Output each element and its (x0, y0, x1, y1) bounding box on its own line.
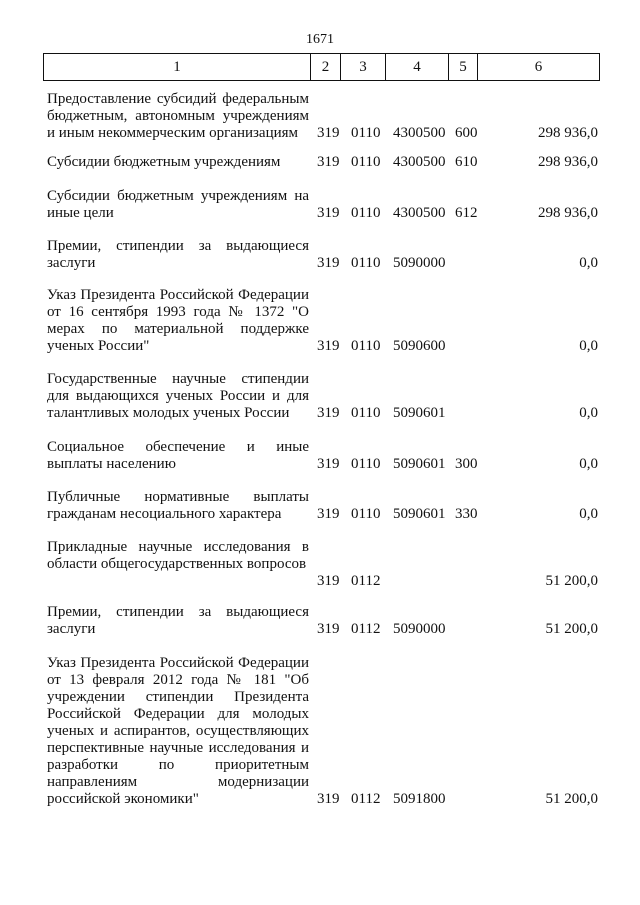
row-description: Указ Президента Российской Федерации от 16 сентября 1993 года № 1372 "О мерах по материальной поддержке ученых России" (47, 287, 309, 354)
row-description: Субсидии бюджетным учреждениям на иные цели (47, 188, 309, 221)
row-col-5: 612 (455, 205, 478, 221)
row-col-2: 319 (317, 154, 340, 170)
row-col-2: 319 (317, 506, 340, 522)
row-col-4: 5090601 (393, 506, 446, 522)
row-description: Государственные научные стипендии для выдающихся ученых России и для талантливых молодых ученых России (47, 371, 309, 421)
row-col-5: 300 (455, 456, 478, 472)
row-col-5: 330 (455, 506, 478, 522)
column-header-5: 5 (449, 54, 478, 81)
row-col-5: 610 (455, 154, 478, 170)
row-col-6: 51 200,0 (545, 573, 598, 589)
row-col-6: 51 200,0 (545, 621, 598, 637)
row-col-2: 319 (317, 205, 340, 221)
row-col-4: 5090601 (393, 456, 446, 472)
column-header-3: 3 (341, 54, 386, 81)
row-col-2: 319 (317, 255, 340, 271)
row-col-4: 4300500 (393, 205, 446, 221)
row-description: Указ Президента Российской Федерации от 13 февраля 2012 года № 181 "Об учреждении стипендии Президента Российской Федерации для молодых ученых и аспирантов, осуществляющих перспективные научные исследования и разработки по приоритетным направлениям модернизации российской экономики" (47, 655, 309, 807)
row-col-3: 0110 (351, 405, 381, 421)
column-header-1: 1 (44, 54, 311, 81)
row-col-4: 5090600 (393, 338, 446, 354)
row-col-6: 0,0 (579, 456, 598, 472)
row-col-2: 319 (317, 405, 340, 421)
row-col-3: 0110 (351, 205, 381, 221)
row-description: Прикладные научные исследования в области общегосударственных вопросов (47, 539, 309, 572)
row-col-2: 319 (317, 456, 340, 472)
row-col-3: 0110 (351, 338, 381, 354)
row-description: Предоставление субсидий федеральным бюджетным, автономным учреждениям и иным некоммерческим организациям (47, 91, 309, 141)
row-col-3: 0112 (351, 791, 381, 807)
row-description: Субсидии бюджетным учреждениям (47, 154, 281, 170)
column-header-table (43, 53, 600, 81)
row-col-3: 0110 (351, 456, 381, 472)
column-header-4: 4 (386, 54, 449, 81)
column-header-2: 2 (311, 54, 341, 81)
row-col-6: 0,0 (579, 255, 598, 271)
row-col-6: 298 936,0 (538, 205, 598, 221)
row-col-5: 600 (455, 125, 478, 141)
page-number: 1671 (306, 32, 334, 47)
row-col-3: 0110 (351, 506, 381, 522)
row-col-2: 319 (317, 338, 340, 354)
row-col-6: 51 200,0 (545, 791, 598, 807)
row-col-6: 0,0 (579, 506, 598, 522)
row-col-6: 298 936,0 (538, 154, 598, 170)
row-description: Социальное обеспечение и иные выплаты населению (47, 439, 309, 472)
row-col-2: 319 (317, 125, 340, 141)
row-col-6: 0,0 (579, 338, 598, 354)
row-description: Премии, стипендии за выдающиеся заслуги (47, 604, 309, 637)
row-description: Публичные нормативные выплаты гражданам несоциального характера (47, 489, 309, 522)
row-col-4: 4300500 (393, 125, 446, 141)
row-col-4: 5091800 (393, 791, 446, 807)
row-col-4: 5090000 (393, 255, 446, 271)
column-header-6: 6 (478, 54, 600, 81)
row-col-4: 4300500 (393, 154, 446, 170)
row-col-3: 0112 (351, 573, 381, 589)
row-col-3: 0110 (351, 125, 381, 141)
row-col-4: 5090601 (393, 405, 446, 421)
column-header-row (44, 54, 600, 81)
row-col-3: 0110 (351, 154, 381, 170)
row-col-3: 0112 (351, 621, 381, 637)
row-col-2: 319 (317, 621, 340, 637)
row-col-2: 319 (317, 791, 340, 807)
row-description: Премии, стипендии за выдающиеся заслуги (47, 238, 309, 271)
row-col-4: 5090000 (393, 621, 446, 637)
row-col-6: 298 936,0 (538, 125, 598, 141)
row-col-2: 319 (317, 573, 340, 589)
row-col-6: 0,0 (579, 405, 598, 421)
row-col-3: 0110 (351, 255, 381, 271)
